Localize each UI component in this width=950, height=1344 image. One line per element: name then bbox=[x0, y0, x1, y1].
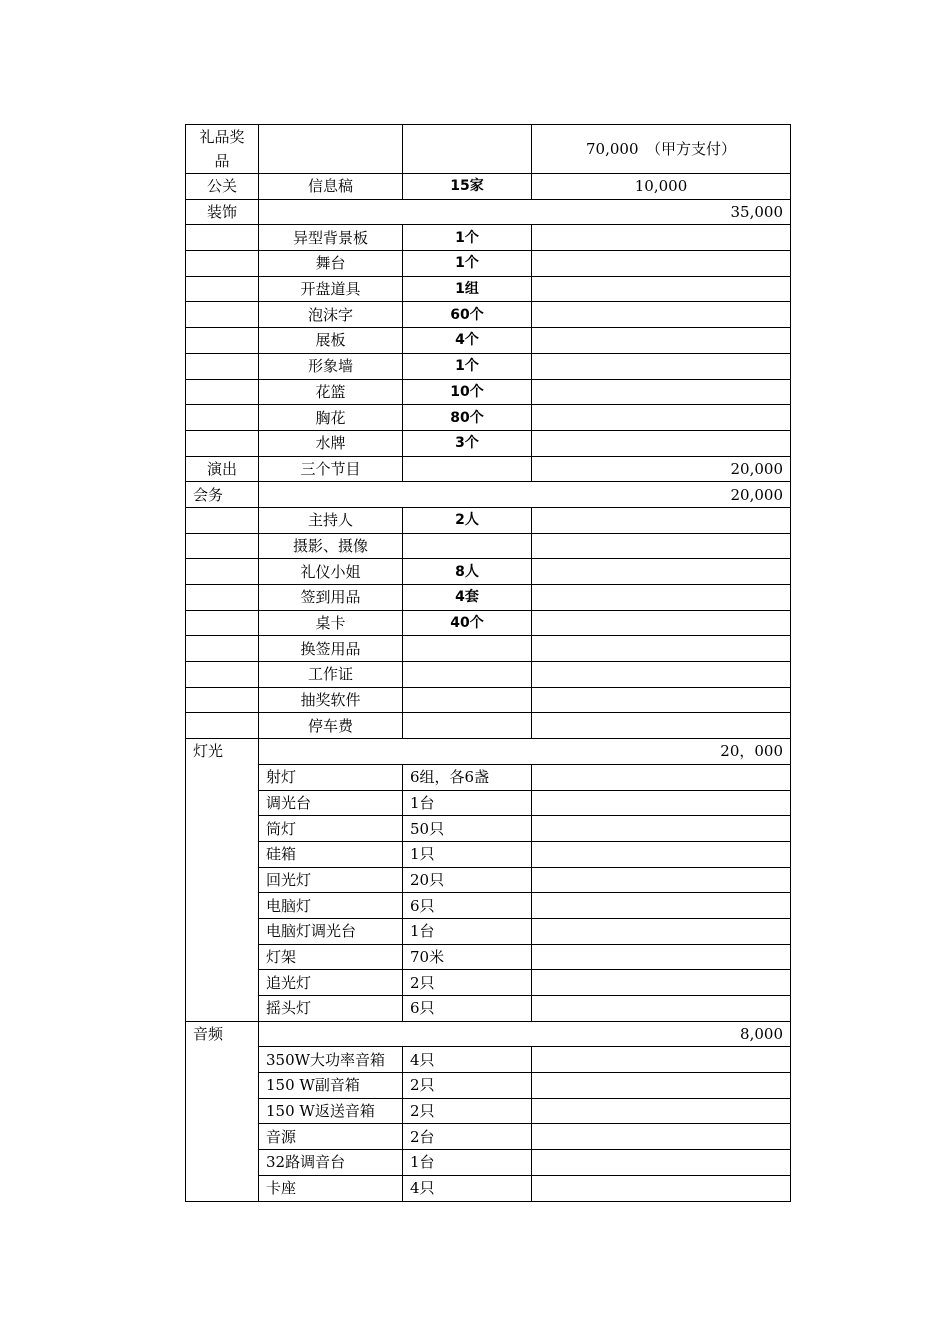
category-cell-empty bbox=[186, 636, 259, 662]
amount-cell-empty bbox=[532, 1150, 791, 1176]
category-cell-empty bbox=[186, 276, 259, 302]
qty-cell-empty bbox=[403, 456, 532, 482]
amount-cell-gift: 70,000 （甲方支付） bbox=[532, 125, 791, 174]
item-cell: 150 W返送音箱 bbox=[259, 1098, 403, 1124]
item-cell: 音源 bbox=[259, 1124, 403, 1150]
table-row-lighting-item bbox=[186, 944, 791, 970]
table-row-meeting-item bbox=[186, 636, 791, 662]
table-row-audio-item bbox=[186, 1073, 791, 1099]
amount-cell-empty bbox=[532, 1073, 791, 1099]
amount-cell-empty bbox=[532, 1175, 791, 1201]
table-row-lighting-header bbox=[186, 739, 791, 765]
amount-cell-empty bbox=[532, 225, 791, 251]
item-cell: 泡沫字 bbox=[259, 302, 403, 328]
table-row-audio-item bbox=[186, 1098, 791, 1124]
qty-cell: 4个 bbox=[403, 328, 532, 354]
table-row-meeting-item bbox=[186, 610, 791, 636]
table-row-decor-item bbox=[186, 276, 791, 302]
amount-cell-empty bbox=[532, 816, 791, 842]
qty-cell: 1个 bbox=[403, 225, 532, 251]
item-cell: 追光灯 bbox=[259, 970, 403, 996]
table-row-meeting-header bbox=[186, 482, 791, 508]
amount-cell-empty bbox=[532, 276, 791, 302]
item-cell: 电脑灯 bbox=[259, 893, 403, 919]
table-row-pr bbox=[186, 174, 791, 200]
category-label-gift-line1: 礼品奖 bbox=[199, 128, 245, 146]
qty-cell: 2人 bbox=[403, 507, 532, 533]
qty-cell bbox=[403, 533, 532, 559]
qty-cell: 80个 bbox=[403, 405, 532, 431]
category-cell-decor: 装饰 bbox=[186, 199, 259, 225]
qty-cell: 6只 bbox=[403, 893, 532, 919]
budget-table bbox=[185, 124, 791, 1202]
qty-cell: 2只 bbox=[403, 970, 532, 996]
amount-cell-empty bbox=[532, 610, 791, 636]
item-cell: 摇头灯 bbox=[259, 996, 403, 1022]
qty-cell: 4套 bbox=[403, 585, 532, 611]
item-cell: 筒灯 bbox=[259, 816, 403, 842]
table-row-decor-header bbox=[186, 199, 791, 225]
table-row-audio-header bbox=[186, 1021, 791, 1047]
qty-cell: 6只 bbox=[403, 996, 532, 1022]
amount-cell-show: 20,000 bbox=[532, 456, 791, 482]
qty-cell: 8人 bbox=[403, 559, 532, 585]
amount-cell-empty bbox=[532, 585, 791, 611]
table-row-meeting-item bbox=[186, 559, 791, 585]
amount-cell-empty bbox=[532, 944, 791, 970]
item-cell: 形象墙 bbox=[259, 353, 403, 379]
item-cell: 32路调音台 bbox=[259, 1150, 403, 1176]
category-cell-empty bbox=[186, 328, 259, 354]
table-row-audio-item bbox=[186, 1150, 791, 1176]
table-row-show bbox=[186, 456, 791, 482]
amount-cell-empty bbox=[532, 893, 791, 919]
category-cell-empty bbox=[186, 713, 259, 739]
item-cell: 150 W副音箱 bbox=[259, 1073, 403, 1099]
qty-cell: 1台 bbox=[403, 790, 532, 816]
item-cell: 抽奖软件 bbox=[259, 687, 403, 713]
category-cell-empty bbox=[186, 251, 259, 277]
qty-cell: 1个 bbox=[403, 353, 532, 379]
category-cell-empty bbox=[186, 662, 259, 688]
category-label-gift-line2: 品 bbox=[214, 152, 230, 170]
qty-cell: 1只 bbox=[403, 841, 532, 867]
amount-cell-empty bbox=[532, 996, 791, 1022]
table-row-audio-item bbox=[186, 1047, 791, 1073]
qty-cell: 4只 bbox=[403, 1175, 532, 1201]
item-cell: 电脑灯调光台 bbox=[259, 918, 403, 944]
amount-cell-empty bbox=[532, 713, 791, 739]
amount-cell-empty bbox=[532, 1047, 791, 1073]
category-cell-empty bbox=[186, 610, 259, 636]
category-cell-pr: 公关 bbox=[186, 174, 259, 200]
item-cell: 射灯 bbox=[259, 764, 403, 790]
table-row-lighting-item bbox=[186, 841, 791, 867]
item-cell: 摄影、摄像 bbox=[259, 533, 403, 559]
item-cell-empty bbox=[259, 125, 403, 174]
item-cell: 调光台 bbox=[259, 790, 403, 816]
table-row-gift bbox=[186, 125, 791, 174]
amount-cell-empty bbox=[532, 302, 791, 328]
qty-cell: 1台 bbox=[403, 918, 532, 944]
amount-cell-empty bbox=[532, 662, 791, 688]
qty-cell bbox=[403, 687, 532, 713]
amount-cell-empty bbox=[532, 1124, 791, 1150]
table-row-lighting-item bbox=[186, 893, 791, 919]
item-cell: 胸花 bbox=[259, 405, 403, 431]
table-row-lighting-item bbox=[186, 996, 791, 1022]
item-cell: 回光灯 bbox=[259, 867, 403, 893]
category-cell-lighting: 灯光 bbox=[186, 739, 259, 1022]
table-row-lighting-item bbox=[186, 918, 791, 944]
table-row-decor-item bbox=[186, 328, 791, 354]
table-row-decor-item bbox=[186, 251, 791, 277]
category-cell-empty bbox=[186, 585, 259, 611]
table-row-lighting-item bbox=[186, 867, 791, 893]
table-row-meeting-item bbox=[186, 585, 791, 611]
qty-cell: 3个 bbox=[403, 430, 532, 456]
qty-cell: 20只 bbox=[403, 867, 532, 893]
qty-cell: 10个 bbox=[403, 379, 532, 405]
table-row-decor-item bbox=[186, 405, 791, 431]
category-cell-empty bbox=[186, 302, 259, 328]
qty-cell bbox=[403, 662, 532, 688]
amount-cell-empty bbox=[532, 559, 791, 585]
qty-cell: 1组 bbox=[403, 276, 532, 302]
amount-cell-empty bbox=[532, 251, 791, 277]
qty-cell bbox=[403, 636, 532, 662]
qty-cell: 6组，各6盏 bbox=[403, 764, 532, 790]
total-cell-lighting: 20，000 bbox=[259, 739, 791, 765]
amount-cell-empty bbox=[532, 867, 791, 893]
table-row-audio-item bbox=[186, 1175, 791, 1201]
table-row-decor-item bbox=[186, 430, 791, 456]
item-cell: 签到用品 bbox=[259, 585, 403, 611]
item-cell: 主持人 bbox=[259, 507, 403, 533]
category-cell-gift bbox=[186, 125, 259, 174]
category-cell-empty bbox=[186, 507, 259, 533]
item-cell: 硅箱 bbox=[259, 841, 403, 867]
table-row-decor-item bbox=[186, 225, 791, 251]
category-cell-empty bbox=[186, 430, 259, 456]
item-cell: 工作证 bbox=[259, 662, 403, 688]
item-cell: 350W大功率音箱 bbox=[259, 1047, 403, 1073]
item-cell: 停车费 bbox=[259, 713, 403, 739]
qty-cell: 2台 bbox=[403, 1124, 532, 1150]
category-cell-empty bbox=[186, 559, 259, 585]
category-cell-empty bbox=[186, 225, 259, 251]
amount-cell-empty bbox=[532, 533, 791, 559]
amount-cell-empty bbox=[532, 687, 791, 713]
category-cell-empty bbox=[186, 405, 259, 431]
item-cell: 灯架 bbox=[259, 944, 403, 970]
amount-cell-empty bbox=[532, 353, 791, 379]
total-cell-meeting: 20,000 bbox=[259, 482, 791, 508]
qty-cell: 2只 bbox=[403, 1073, 532, 1099]
qty-cell: 4只 bbox=[403, 1047, 532, 1073]
item-cell: 异型背景板 bbox=[259, 225, 403, 251]
table-row-decor-item bbox=[186, 379, 791, 405]
qty-cell: 50只 bbox=[403, 816, 532, 842]
item-cell: 礼仪小姐 bbox=[259, 559, 403, 585]
item-cell: 开盘道具 bbox=[259, 276, 403, 302]
table-row-lighting-item bbox=[186, 764, 791, 790]
category-cell-empty bbox=[186, 353, 259, 379]
item-cell: 舞台 bbox=[259, 251, 403, 277]
budget-table-body bbox=[186, 125, 791, 1202]
table-row-decor-item bbox=[186, 302, 791, 328]
item-cell: 水牌 bbox=[259, 430, 403, 456]
amount-cell-empty bbox=[532, 1098, 791, 1124]
table-row-meeting-item bbox=[186, 507, 791, 533]
qty-cell: 70米 bbox=[403, 944, 532, 970]
table-row-meeting-item bbox=[186, 713, 791, 739]
qty-cell: 2只 bbox=[403, 1098, 532, 1124]
amount-cell-empty bbox=[532, 841, 791, 867]
table-row-lighting-item bbox=[186, 790, 791, 816]
total-cell-audio: 8,000 bbox=[259, 1021, 791, 1047]
qty-cell: 1个 bbox=[403, 251, 532, 277]
qty-cell-empty bbox=[403, 125, 532, 174]
table-row-meeting-item bbox=[186, 533, 791, 559]
qty-cell bbox=[403, 713, 532, 739]
amount-cell-empty bbox=[532, 790, 791, 816]
item-cell: 卡座 bbox=[259, 1175, 403, 1201]
table-row-decor-item bbox=[186, 353, 791, 379]
category-cell-meeting: 会务 bbox=[186, 482, 259, 508]
category-cell-show: 演出 bbox=[186, 456, 259, 482]
category-cell-empty bbox=[186, 379, 259, 405]
qty-cell-pr: 15家 bbox=[403, 174, 532, 200]
category-cell-empty bbox=[186, 533, 259, 559]
qty-cell: 1台 bbox=[403, 1150, 532, 1176]
amount-cell-pr: 10,000 bbox=[532, 174, 791, 200]
qty-cell: 40个 bbox=[403, 610, 532, 636]
item-cell: 桌卡 bbox=[259, 610, 403, 636]
table-row-meeting-item bbox=[186, 687, 791, 713]
table-row-audio-item bbox=[186, 1124, 791, 1150]
amount-cell-empty bbox=[532, 328, 791, 354]
amount-cell-empty bbox=[532, 379, 791, 405]
table-row-lighting-item bbox=[186, 970, 791, 996]
amount-cell-empty bbox=[532, 507, 791, 533]
table-row-meeting-item bbox=[186, 662, 791, 688]
category-cell-empty bbox=[186, 687, 259, 713]
amount-cell-empty bbox=[532, 405, 791, 431]
item-cell-pr: 信息稿 bbox=[259, 174, 403, 200]
qty-cell: 60个 bbox=[403, 302, 532, 328]
total-cell-decor: 35,000 bbox=[259, 199, 791, 225]
item-cell: 花篮 bbox=[259, 379, 403, 405]
item-cell: 展板 bbox=[259, 328, 403, 354]
amount-cell-empty bbox=[532, 764, 791, 790]
item-cell: 换签用品 bbox=[259, 636, 403, 662]
category-cell-audio: 音频 bbox=[186, 1021, 259, 1201]
amount-cell-empty bbox=[532, 636, 791, 662]
item-cell-show: 三个节目 bbox=[259, 456, 403, 482]
amount-cell-empty bbox=[532, 918, 791, 944]
amount-cell-empty bbox=[532, 970, 791, 996]
amount-cell-empty bbox=[532, 430, 791, 456]
table-row-lighting-item bbox=[186, 816, 791, 842]
